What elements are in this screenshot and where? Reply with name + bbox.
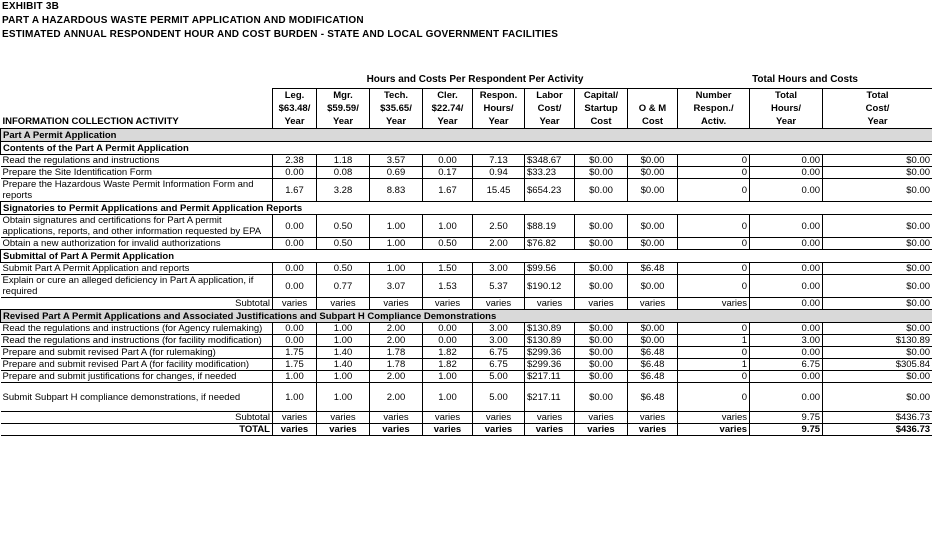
table-cell: 2.00: [473, 238, 525, 250]
activity-label: Read the regulations and instructions: [1, 155, 273, 167]
table-cell: 1: [678, 359, 750, 371]
table-cell: 1.00: [370, 215, 423, 238]
section-label: Part A Permit Application: [1, 129, 932, 142]
table-cell: $0.00: [823, 275, 932, 298]
table-cell: 0.00: [423, 155, 473, 167]
column-header-line: Leg.: [284, 90, 305, 101]
table-cell: 1.00: [370, 263, 423, 275]
activity-label: Submit Part A Permit Application and reports: [1, 263, 273, 275]
document-subtitle: ESTIMATED ANNUAL RESPONDENT HOUR AND COST BURDEN - STATE AND LOCAL GOVERNMENT FACILITIES: [2, 29, 559, 40]
table-cell: varies: [525, 298, 575, 310]
activity-label: Prepare and submit justifications for changes, if needed: [1, 371, 273, 383]
subsection-label: Submittal of Part A Permit Application: [1, 250, 932, 263]
column-header: [823, 89, 932, 129]
table-cell: $130.89: [525, 323, 575, 335]
column-header-line: $22.74/: [431, 103, 464, 114]
table-cell: $0.00: [575, 238, 628, 250]
table-row: [1, 215, 932, 238]
table-cell: varies: [317, 412, 370, 424]
activity-label: Prepare the Site Identification Form: [1, 167, 273, 179]
document-title: PART A HAZARDOUS WASTE PERMIT APPLICATION AND MODIFICATION: [2, 15, 364, 26]
table-cell: 1.00: [370, 238, 423, 250]
table-cell: 0.00: [273, 275, 317, 298]
column-header-line: Year: [385, 116, 407, 127]
subsection-row: [1, 202, 932, 215]
table-cell: varies: [678, 412, 750, 424]
column-header-line: Year: [284, 116, 305, 127]
column-header: [370, 89, 423, 129]
table-row: [1, 359, 932, 371]
table-cell: 0.00: [750, 383, 823, 412]
table-cell: $33.23: [525, 167, 575, 179]
table-cell: 1.00: [317, 323, 370, 335]
table-cell: 0.00: [750, 347, 823, 359]
table-cell: $217.11: [525, 371, 575, 383]
table-cell: varies: [628, 298, 678, 310]
table-cell: 0.00: [273, 215, 317, 238]
column-header-line: Number: [695, 90, 732, 101]
table-cell: 3.00: [750, 335, 823, 347]
column-header-line: Startup: [584, 103, 618, 114]
table-cell: 0: [678, 371, 750, 383]
table-cell: varies: [273, 412, 317, 424]
column-header-line: $63.48/: [278, 103, 311, 114]
table-cell: 5.00: [473, 383, 525, 412]
table-row: [1, 275, 932, 298]
table-cell: 1.75: [273, 347, 317, 359]
table-cell: 0.77: [317, 275, 370, 298]
table-cell: varies: [678, 424, 750, 436]
activity-label: Obtain a new authorization for invalid authorizations: [1, 238, 273, 250]
table-cell: 0: [678, 215, 750, 238]
table-cell: $0.00: [823, 323, 932, 335]
table-cell: varies: [473, 424, 525, 436]
table-cell: $0.00: [575, 347, 628, 359]
table-cell: $0.00: [823, 298, 932, 310]
table-cell: 7.13: [473, 155, 525, 167]
table-cell: varies: [575, 412, 628, 424]
table-cell: $0.00: [628, 167, 678, 179]
table-cell: varies: [525, 412, 575, 424]
column-header-line: Hours/: [770, 103, 802, 114]
table-cell: $0.00: [628, 275, 678, 298]
column-header-line: Year: [539, 116, 560, 127]
table-cell: 0: [678, 155, 750, 167]
table-cell: varies: [423, 298, 473, 310]
column-header: [575, 89, 628, 129]
table-cell: 0: [678, 275, 750, 298]
table-cell: $0.00: [628, 335, 678, 347]
table-cell: 1.40: [317, 359, 370, 371]
table-cell: 0.50: [423, 238, 473, 250]
table-cell: varies: [273, 298, 317, 310]
table-cell: 1.00: [423, 371, 473, 383]
subsection-row: [1, 250, 932, 263]
table-cell: 2.38: [273, 155, 317, 167]
table-cell: 8.83: [370, 179, 423, 202]
exhibit-label: EXHIBIT 3B: [2, 1, 60, 12]
table-cell: 0.00: [750, 263, 823, 275]
table-cell: $0.00: [823, 155, 932, 167]
subtotal-label: Subtotal: [1, 412, 273, 424]
column-header-line: Hours/: [483, 103, 514, 114]
table-cell: 0.00: [423, 323, 473, 335]
table-cell: 0.00: [750, 238, 823, 250]
table-cell: $190.12: [525, 275, 575, 298]
group-header-total: Total Hours and Costs: [678, 72, 932, 89]
section-row: [1, 310, 932, 323]
table-cell: 0.69: [370, 167, 423, 179]
table-cell: $0.00: [575, 371, 628, 383]
table-cell: $0.00: [823, 263, 932, 275]
section-label: Revised Part A Permit Applications and Associated Justifications and Subpart H Compliance Demonstrations: [1, 310, 932, 323]
table-cell: 6.75: [750, 359, 823, 371]
activity-label: Prepare and submit revised Part A (for rulemaking): [1, 347, 273, 359]
table-cell: 9.75: [750, 412, 823, 424]
table-cell: varies: [317, 298, 370, 310]
table-cell: $6.48: [628, 371, 678, 383]
table-cell: $436.73: [823, 412, 932, 424]
table-cell: $6.48: [628, 359, 678, 371]
table-cell: 1.53: [423, 275, 473, 298]
table-cell: $0.00: [575, 155, 628, 167]
column-header-line: Total: [775, 90, 798, 101]
table-cell: varies: [575, 298, 628, 310]
table-cell: 0.50: [317, 215, 370, 238]
table-cell: 0: [678, 263, 750, 275]
column-header-line: Cost/: [865, 103, 890, 114]
activity-label: Submit Subpart H compliance demonstrations, if needed: [1, 383, 273, 412]
table-cell: varies: [473, 298, 525, 310]
table-cell: 3.28: [317, 179, 370, 202]
table-cell: 0: [678, 323, 750, 335]
activity-label: Obtain signatures and certifications for Part A permit applications, reports, and other information requested by EPA: [1, 215, 273, 238]
table-cell: $0.00: [575, 359, 628, 371]
burden-table: [0, 72, 932, 436]
column-header-line: Labor: [536, 90, 563, 101]
table-cell: varies: [370, 412, 423, 424]
table-cell: 1.00: [273, 383, 317, 412]
table-cell: 0.17: [423, 167, 473, 179]
table-cell: 0.00: [273, 323, 317, 335]
table-cell: 0.50: [317, 263, 370, 275]
column-header-row: [1, 89, 932, 129]
table-cell: 3.00: [473, 263, 525, 275]
table-cell: $299.36: [525, 359, 575, 371]
column-header-line: Year: [488, 116, 509, 127]
table-cell: 1.00: [317, 383, 370, 412]
column-header: [273, 89, 317, 129]
table-cell: 0.94: [473, 167, 525, 179]
table-cell: 0.00: [273, 263, 317, 275]
table-cell: 1.67: [423, 179, 473, 202]
table-row: [1, 371, 932, 383]
activity-label: Read the regulations and instructions (for Agency rulemaking): [1, 323, 273, 335]
table-cell: 0.00: [750, 323, 823, 335]
subsection-label: Signatories to Permit Applications and Permit Application Reports: [1, 202, 932, 215]
column-header-line: $35.65/: [380, 103, 412, 114]
column-header-line: Year: [332, 116, 354, 127]
column-header-line: Year: [775, 116, 797, 127]
table-cell: $6.48: [628, 263, 678, 275]
table-row: [1, 263, 932, 275]
table-cell: varies: [628, 412, 678, 424]
column-header: [628, 89, 678, 129]
activity-label: Read the regulations and instructions (for facility modification): [1, 335, 273, 347]
table-cell: $130.89: [525, 335, 575, 347]
table-cell: 0.08: [317, 167, 370, 179]
column-header-line: Total: [866, 90, 889, 101]
table-cell: 1.78: [370, 347, 423, 359]
table-cell: 2.50: [473, 215, 525, 238]
table-cell: 1: [678, 335, 750, 347]
table-cell: 1.82: [423, 359, 473, 371]
table-cell: varies: [628, 424, 678, 436]
table-row: [1, 347, 932, 359]
column-header: [317, 89, 370, 129]
table-cell: 0: [678, 179, 750, 202]
table-cell: 1.00: [317, 335, 370, 347]
activity-label: Prepare and submit revised Part A (for facility modification): [1, 359, 273, 371]
table-row: [1, 323, 932, 335]
table-cell: 1.00: [423, 215, 473, 238]
table-cell: $6.48: [628, 347, 678, 359]
table-cell: 1.75: [273, 359, 317, 371]
table-cell: 5.00: [473, 371, 525, 383]
table-cell: varies: [273, 424, 317, 436]
table-row: [1, 179, 932, 202]
table-cell: 0: [678, 347, 750, 359]
column-header-line: O & M: [638, 103, 667, 114]
column-header-line: Respon.: [479, 90, 518, 101]
column-header-line: $59.59/: [327, 103, 359, 114]
table-cell: $0.00: [575, 179, 628, 202]
table-cell: varies: [678, 298, 750, 310]
table-cell: $130.89: [823, 335, 932, 347]
column-header-line: Respon./: [693, 103, 734, 114]
table-cell: 5.37: [473, 275, 525, 298]
subsection-row: [1, 142, 932, 155]
table-body: [1, 129, 932, 436]
column-header: [525, 89, 575, 129]
table-cell: 2.00: [370, 371, 423, 383]
subtotal-row: [1, 298, 932, 310]
table-cell: 9.75: [750, 424, 823, 436]
table-cell: $0.00: [575, 167, 628, 179]
table-cell: varies: [423, 412, 473, 424]
table-cell: 0.00: [750, 155, 823, 167]
table-cell: varies: [370, 298, 423, 310]
table-cell: $0.00: [823, 238, 932, 250]
table-cell: $0.00: [575, 263, 628, 275]
column-header-line: Activ.: [700, 116, 727, 127]
group-header-per-activity: Hours and Costs Per Respondent Per Activity: [273, 72, 678, 89]
column-header-line: Year: [437, 116, 458, 127]
table-cell: 0: [678, 167, 750, 179]
column-header-line: Cost: [590, 116, 612, 127]
activity-label: Explain or cure an alleged deficiency in Part A application, if required: [1, 275, 273, 298]
table-cell: 1.82: [423, 347, 473, 359]
table-cell: 0.00: [750, 167, 823, 179]
activity-column-header: INFORMATION COLLECTION ACTIVITY: [1, 89, 273, 129]
table-cell: 0.00: [750, 298, 823, 310]
section-row: [1, 129, 932, 142]
column-header-line: Cler.: [437, 90, 458, 101]
table-cell: 0.50: [317, 238, 370, 250]
subtotal-row: [1, 412, 932, 424]
table-cell: 1.50: [423, 263, 473, 275]
table-cell: $0.00: [628, 323, 678, 335]
table-cell: $0.00: [823, 179, 932, 202]
column-header: [423, 89, 473, 129]
column-header-line: Cost/: [537, 103, 562, 114]
table-cell: 1.18: [317, 155, 370, 167]
table-cell: 0.00: [750, 179, 823, 202]
table-row: [1, 383, 932, 412]
table-cell: $305.84: [823, 359, 932, 371]
table-cell: 3.57: [370, 155, 423, 167]
column-header: [678, 89, 750, 129]
table-cell: $99.56: [525, 263, 575, 275]
total-label: TOTAL: [1, 424, 273, 436]
table-cell: 6.75: [473, 347, 525, 359]
table-cell: $0.00: [575, 335, 628, 347]
table-cell: $299.36: [525, 347, 575, 359]
table-cell: varies: [317, 424, 370, 436]
table-row: [1, 335, 932, 347]
column-header: [750, 89, 823, 129]
column-header-line: Cost: [641, 116, 664, 127]
table-cell: $0.00: [575, 323, 628, 335]
table-cell: $348.67: [525, 155, 575, 167]
table-cell: 1.67: [273, 179, 317, 202]
table-cell: varies: [473, 412, 525, 424]
table-cell: $88.19: [525, 215, 575, 238]
column-header-line: Year: [867, 116, 888, 127]
table-cell: $0.00: [628, 215, 678, 238]
table-cell: $217.11: [525, 383, 575, 412]
table-cell: varies: [525, 424, 575, 436]
table-cell: $0.00: [823, 167, 932, 179]
table-cell: 0: [678, 238, 750, 250]
table-cell: $0.00: [823, 383, 932, 412]
activity-label: Prepare the Hazardous Waste Permit Information Form and reports: [1, 179, 273, 202]
table-cell: 0.00: [273, 335, 317, 347]
table-cell: 0.00: [750, 371, 823, 383]
subtotal-label: Subtotal: [1, 298, 273, 310]
table-cell: $76.82: [525, 238, 575, 250]
table-row: [1, 238, 932, 250]
table-cell: 6.75: [473, 359, 525, 371]
table-cell: $0.00: [575, 383, 628, 412]
table-cell: 3.00: [473, 335, 525, 347]
table-cell: 1.00: [423, 383, 473, 412]
table-row: [1, 155, 932, 167]
column-header-line: [630, 89, 675, 102]
table-cell: 0.00: [750, 215, 823, 238]
table-cell: $0.00: [823, 371, 932, 383]
table-cell: 1.00: [317, 371, 370, 383]
table-cell: 1.40: [317, 347, 370, 359]
table-cell: varies: [370, 424, 423, 436]
table-cell: $0.00: [628, 179, 678, 202]
table-cell: 1.78: [370, 359, 423, 371]
table-cell: 0.00: [423, 335, 473, 347]
column-header-line: Mgr.: [333, 90, 353, 101]
table-cell: 3.07: [370, 275, 423, 298]
table-cell: 1.00: [273, 371, 317, 383]
table-cell: 2.00: [370, 335, 423, 347]
table-cell: 2.00: [370, 383, 423, 412]
table-cell: 2.00: [370, 323, 423, 335]
table-cell: $0.00: [823, 347, 932, 359]
table-cell: varies: [423, 424, 473, 436]
column-header: [473, 89, 525, 129]
table-cell: varies: [575, 424, 628, 436]
table-cell: 0.00: [273, 238, 317, 250]
total-row: [1, 424, 932, 436]
table-cell: $654.23: [525, 179, 575, 202]
table-cell: $0.00: [628, 155, 678, 167]
table-cell: $0.00: [575, 275, 628, 298]
table-cell: 0: [678, 383, 750, 412]
table-cell: 0.00: [273, 167, 317, 179]
table-cell: $0.00: [823, 215, 932, 238]
table-cell: $0.00: [628, 238, 678, 250]
column-header-line: Capital/: [583, 90, 619, 101]
table-cell: 3.00: [473, 323, 525, 335]
column-header-line: Tech.: [383, 90, 409, 101]
table-cell: $0.00: [575, 215, 628, 238]
table-cell: $436.73: [823, 424, 932, 436]
subsection-label: Contents of the Part A Permit Application: [1, 142, 932, 155]
table-cell: $6.48: [628, 383, 678, 412]
table-cell: 15.45: [473, 179, 525, 202]
table-cell: 0.00: [750, 275, 823, 298]
table-row: [1, 167, 932, 179]
